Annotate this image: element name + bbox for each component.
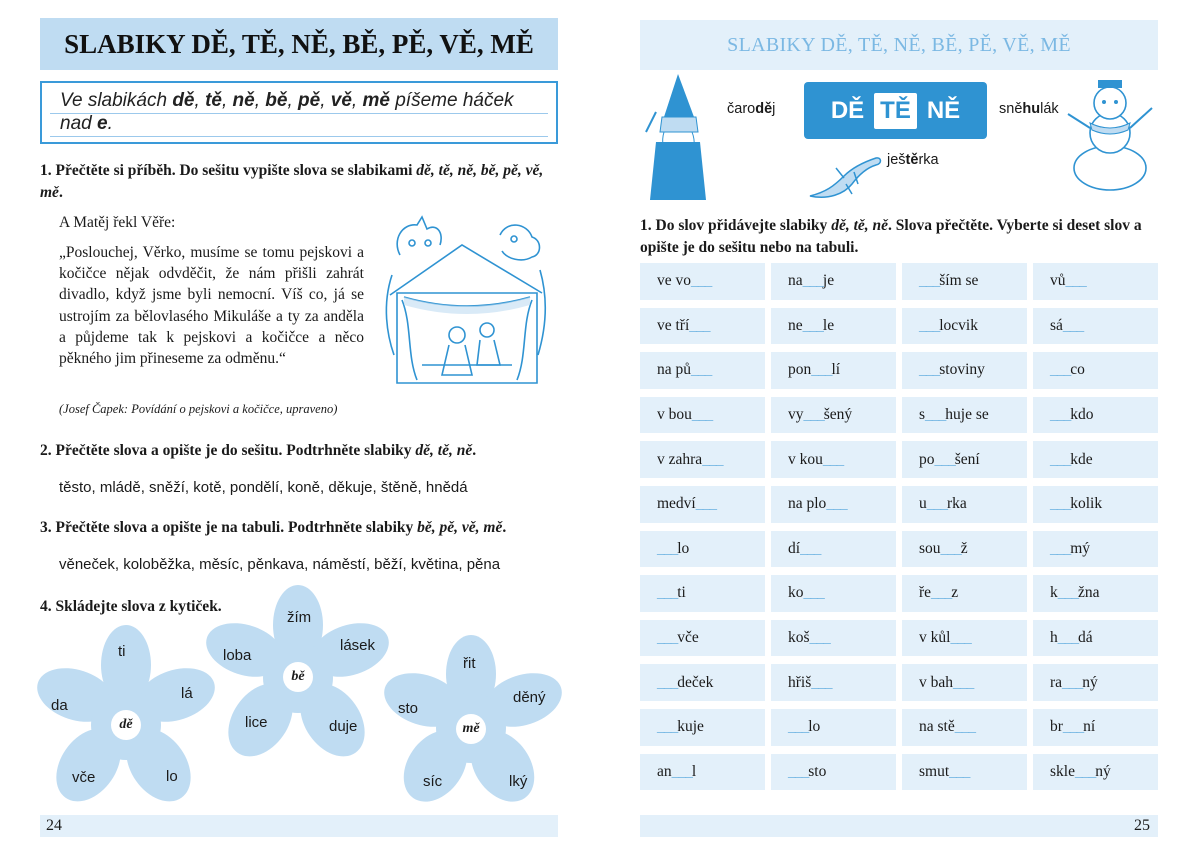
word-cell [1033,664,1158,701]
badge-ne: NĚ [926,96,961,124]
blank-slot[interactable]: ___ [919,272,940,290]
word-part: ším se [939,272,979,290]
word-part: je [822,272,835,290]
word-part: na stě [919,718,955,736]
blank-slot[interactable]: ___ [1057,584,1078,602]
blank-slot[interactable]: ___ [691,272,712,290]
word-part: ko [788,584,804,602]
word-part: ž [960,539,968,557]
word-part: sá [1050,316,1063,334]
petal-word: lice [245,714,268,731]
word-part: rka [947,495,967,513]
word-cell [640,709,765,746]
blank-slot[interactable]: ___ [931,584,952,602]
blank-slot[interactable]: ___ [1062,316,1084,334]
word-part: deček [677,673,714,691]
word-cell [771,664,896,701]
task-2-heading: 2. Přečtěte slova a opište je do sešitu. Podtrhněte slabiky dě, tě, ně. [40,442,477,459]
word-part: co [1070,361,1085,379]
blank-slot[interactable]: ___ [657,629,678,647]
blank-slot[interactable]: ___ [809,629,830,647]
word-part: po [919,450,935,468]
word-cell [771,709,896,746]
word-cell [640,352,765,389]
word-cell [902,441,1027,478]
word-part: ra [1050,673,1063,691]
word-cell [771,308,896,345]
word-part: v bah [919,673,954,691]
word-part: v zahra [657,450,703,468]
word-cell [640,620,765,657]
blank-slot[interactable]: ___ [1050,450,1071,468]
word-part: hřiš [788,673,812,691]
word-cell [640,263,765,300]
word-cell [1033,531,1158,568]
petal-word: ti [118,643,126,660]
blank-slot[interactable]: ___ [934,450,955,468]
word-cell [640,664,765,701]
word-part: žna [1078,584,1100,602]
blank-slot[interactable]: ___ [803,584,824,602]
blank-slot[interactable]: ___ [940,539,961,557]
blank-slot[interactable]: ___ [1050,361,1071,379]
story-intro: A Matěj řekl Věře: [59,214,176,231]
blank-slot[interactable]: ___ [954,718,975,736]
word-cell [640,308,765,345]
task-2-words: těsto, mládě, sněží, kotě, pondělí, koně, děkuje, štěně, hnědá [59,479,468,496]
word-part: ní [1083,718,1096,736]
blank-slot[interactable]: ___ [689,316,710,334]
blank-slot[interactable]: ___ [657,584,678,602]
petal-word: duje [329,718,358,735]
word-part: ve tří [657,316,690,334]
blank-slot[interactable]: ___ [811,361,832,379]
word-cell [1033,754,1158,791]
label-carodej: čaroděj [727,101,776,117]
blank-slot[interactable]: ___ [925,406,946,424]
word-part: ný [1095,762,1111,780]
word-cell [1033,441,1158,478]
lizard-illustration [806,148,884,204]
label-snehulak: sněhulák [999,101,1059,117]
flower-be [205,585,390,760]
word-part: medví [657,495,696,513]
page-number-right: 25 [640,815,1158,837]
blank-slot[interactable]: ___ [1057,629,1078,647]
word-cell [771,620,896,657]
task-4-heading: 4. Skládejte slova z kytiček. [40,598,222,615]
blank-slot[interactable]: ___ [702,450,723,468]
word-part: huje se [945,406,989,424]
page-number-left: 24 [40,815,558,837]
petal-word: sto [398,700,419,717]
word-part: br [1050,718,1063,736]
petal-word: vče [72,769,96,786]
word-part: lo [677,539,690,557]
word-cell [902,352,1027,389]
word-part: ře [919,584,932,602]
flower-center: bě [283,662,313,692]
word-cell [1033,352,1158,389]
blank-slot[interactable]: ___ [1062,673,1083,691]
task-1-heading: 1. Přečtěte si příběh. Do sešitu vypište slova se slabikami dě, tě, ně, bě, pě, vě, mě. [40,162,544,201]
word-part: lí [831,361,841,379]
blank-slot[interactable]: ___ [919,361,940,379]
word-part: na pů [657,361,692,379]
word-cell [771,397,896,434]
word-part: an [657,762,672,780]
word-part: z [951,584,959,602]
word-cell [902,620,1027,657]
blank-slot[interactable]: ___ [695,495,716,513]
petal-word: loba [223,647,252,664]
petal-word: lásek [340,637,376,654]
word-part: vče [677,629,699,647]
word-part: h [1050,629,1058,647]
blank-slot[interactable]: ___ [919,316,940,334]
word-cell [640,486,765,523]
blank-slot[interactable]: ___ [953,673,974,691]
word-part: kolik [1070,495,1103,513]
word-part: koš [788,629,810,647]
task-3-words: věneček, koloběžka, měsíc, pěnkava, náměstí, běží, květina, pěna [59,556,501,573]
word-cell [902,397,1027,434]
word-part: mý [1070,539,1091,557]
petal-word: lo [166,768,178,785]
word-cell [902,308,1027,345]
blank-slot[interactable]: ___ [691,406,713,424]
word-part: kdo [1070,406,1094,424]
blank-slot[interactable]: ___ [657,673,678,691]
word-cell [640,754,765,791]
blank-slot[interactable]: ___ [949,762,970,780]
word-part: stoviny [939,361,985,379]
blank-slot[interactable]: ___ [1050,406,1071,424]
word-cell [902,531,1027,568]
flower-de [36,625,216,805]
word-part: vy [788,406,804,424]
blank-slot[interactable]: ___ [822,450,844,468]
word-part: ne [788,316,803,334]
blank-slot[interactable]: ___ [802,316,823,334]
blank-slot[interactable]: ___ [788,718,809,736]
word-part: na [788,272,803,290]
word-part: smut [919,762,950,780]
blank-slot[interactable]: ___ [826,495,847,513]
blank-slot[interactable]: ___ [1050,495,1071,513]
word-part: pon [788,361,812,379]
word-part: u [919,495,927,513]
blank-slot[interactable]: ___ [1074,762,1096,780]
label-jesterka: ještěrka [887,152,939,168]
blank-slot[interactable]: ___ [926,495,947,513]
rule-box [40,81,558,144]
blank-slot[interactable]: ___ [1062,718,1084,736]
snowman-illustration [1060,78,1160,193]
word-grid [640,263,1158,790]
word-cell [1033,486,1158,523]
word-part: skle [1050,762,1075,780]
word-part: v bou [657,406,692,424]
theatre-illustration [382,215,550,390]
word-cell [640,575,765,612]
petal-word: lký [509,773,528,790]
word-cell [1033,308,1158,345]
badge-de: DĚ [830,96,865,124]
word-part: s [919,406,926,424]
word-cell [902,664,1027,701]
word-part: k [1050,584,1058,602]
word-cell [640,531,765,568]
flower-center: dě [111,710,141,740]
blank-slot[interactable]: ___ [691,361,712,379]
rule-text: Ve slabikách dě, tě, ně, bě, pě, vě, mě píšeme háček nad e. [60,90,514,134]
word-cell [1033,263,1158,300]
wizard-illustration [644,72,712,204]
petal-word: síc [423,773,443,790]
word-part: v kou [788,450,823,468]
blank-slot[interactable]: ___ [1065,272,1086,290]
word-part: kuje [677,718,704,736]
blank-slot[interactable]: ___ [671,762,692,780]
petal-word: děný [513,689,546,706]
word-cell [1033,575,1158,612]
word-cell [640,441,765,478]
word-cell [1033,397,1158,434]
word-part: šený [823,406,853,424]
word-part: ný [1082,673,1098,691]
blank-slot[interactable]: ___ [811,673,832,691]
word-cell [902,575,1027,612]
word-cell [902,263,1027,300]
word-cell [902,486,1027,523]
word-part: kde [1070,450,1093,468]
story-source: (Josef Čapek: Povídání o pejskovi a kočičce, upraveno) [59,402,338,416]
word-part: šení [954,450,980,468]
word-part: dá [1078,629,1093,647]
word-cell [771,486,896,523]
task-right-1-heading: 1. Do slov přidávejte slabiky dě, tě, ně. Slova přečtěte. Vyberte si deset slov a opište je do sešitu nebo na tabuli. [640,217,1142,256]
page-title-right: SLABIKY DĚ, TĚ, NĚ, BĚ, PĚ, VĚ, MĚ [640,20,1158,70]
blank-slot[interactable]: ___ [657,539,678,557]
word-cell [771,441,896,478]
flower-me [383,635,563,805]
word-part: ve vo [657,272,692,290]
petal-word: lá [181,685,193,702]
flower-center: mě [456,714,486,744]
word-cell [902,709,1027,746]
word-part: le [822,316,835,334]
petal-word: řit [463,655,476,672]
word-cell [640,397,765,434]
word-part: sto [808,762,827,780]
word-cell [771,575,896,612]
word-part: dí [788,539,801,557]
word-cell [771,531,896,568]
petal-word: da [51,697,68,714]
blank-slot[interactable]: ___ [802,272,823,290]
word-cell [771,754,896,791]
word-part: lo [808,718,821,736]
word-cell [1033,620,1158,657]
blank-slot[interactable]: ___ [800,539,821,557]
word-part: ti [677,584,686,602]
word-part: locvik [939,316,978,334]
word-part: v kůl [919,629,951,647]
word-part: sou [919,539,941,557]
syllable-badge [804,82,987,139]
blank-slot[interactable]: ___ [1050,539,1071,557]
petal-word: žím [287,609,312,626]
task-3-heading: 3. Přečtěte slova a opište je na tabuli. Podtrhněte slabiky bě, pě, vě, mě. [40,519,507,536]
page-title-left: SLABIKY DĚ, TĚ, NĚ, BĚ, PĚ, VĚ, MĚ [40,18,558,70]
blank-slot[interactable]: ___ [788,762,809,780]
blank-slot[interactable]: ___ [657,718,678,736]
story-text: „Poslouchej, Věrko, musíme se tomu pejskovi a kočičce nějak odvděčit, že nám přišli zahrát divadlo, když jsme byli nemocní. Víš co, já se ustrojím za bělovlasého Mikuláše a ty za anděla a půjdeme tak k pejskovi a kočičce a něco pěkného jim přineseme za odměnu.“ [59,244,364,368]
blank-slot[interactable]: ___ [803,406,824,424]
word-part: na plo [788,495,827,513]
word-part: vů [1050,272,1066,290]
blank-slot[interactable]: ___ [950,629,971,647]
word-part: l [691,762,697,780]
word-cell [902,754,1027,791]
badge-te: TĚ [874,93,917,129]
word-cell [771,352,896,389]
word-cell [1033,709,1158,746]
word-cell [771,263,896,300]
